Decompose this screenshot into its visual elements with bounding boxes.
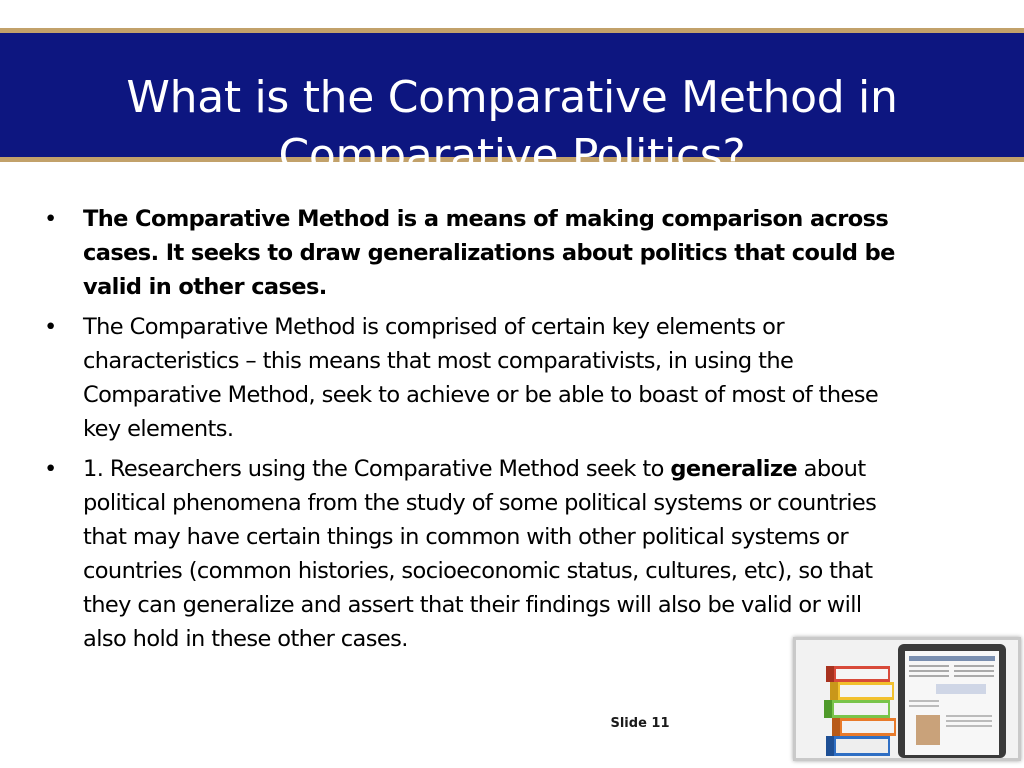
books-icon (824, 666, 896, 756)
bullet-text-definition: The Comparative Method is a means of making comparison across cases. It seeks to draw generalizations about politics that could be valid in other cases. (83, 206, 895, 300)
books-tablet-illustration (796, 640, 1018, 758)
bullet-text-after: about political phenomena from the study of some political systems or countries that may have certain things in common with other political systems or countries (common histories, socioeconomic status, cultures, etc), so that they can generalize and assert that their findings will also be valid or will also hold in these other cases. (83, 456, 877, 652)
bullet-item (40, 310, 910, 446)
bullet-dot: • (44, 206, 57, 232)
slide-body (40, 202, 910, 662)
bullet-dot: • (44, 456, 57, 482)
slide-number: Slide 11 (610, 716, 670, 731)
bullet-item (40, 452, 910, 656)
books-tablet-image (793, 637, 1021, 761)
bullet-dot: • (44, 314, 57, 340)
bullet-text-generalize (83, 452, 910, 656)
bullet-text-emphasis: generalize (670, 456, 798, 482)
bullet-text-key-elements: The Comparative Method is comprised of certain key elements or characteristics – this means that most comparativists, in using the Comparative Method, seek to achieve or be able to boast of most of these key elements. (83, 314, 879, 442)
title-band (0, 28, 1024, 181)
tablet-icon (898, 644, 1006, 758)
bullet-item (40, 202, 910, 304)
slide-title: What is the Comparative Method in Comparative Politics? (126, 72, 898, 181)
bullet-text-before: 1. Researchers using the Comparative Method seek to (83, 456, 671, 482)
